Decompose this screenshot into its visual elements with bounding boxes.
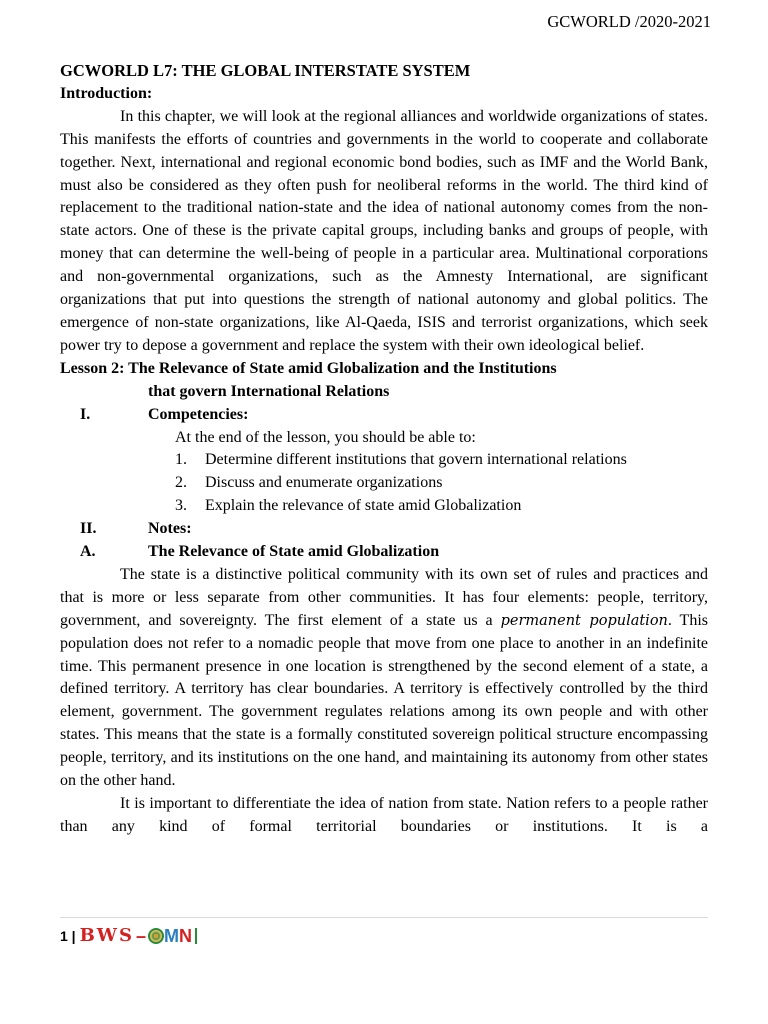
- competencies-numeral: I.: [80, 405, 91, 423]
- footer-divider: [60, 917, 708, 918]
- list-item-text: Determine different institutions that govern international relations: [205, 451, 627, 469]
- page-title: GCWORLD L7: THE GLOBAL INTERSTATE SYSTEM: [60, 61, 471, 80]
- lesson-subtitle: that govern International Relations: [148, 382, 390, 400]
- competencies-list: [60, 449, 708, 518]
- state-paragraph-part2: . This population does not refer to a nomadic people that move from one place to another in an indefinite time. This permanent presence in one location is strengthened by the second element of a state, a defined territory. A territory has clear boundaries. A territory is effectively controlled by the third element, government. The government regulates relations among its own people and with other states. This means that the state is a formally constituted sovereign political structure encompassing people, territory, and its institutions on the one hand, and maintaining its autonomy from other states on the other hand.: [60, 611, 708, 790]
- competencies-heading-row: [60, 404, 708, 427]
- list-item-text: Explain the relevance of state amid Globalization: [205, 497, 522, 515]
- lesson-title: Lesson 2: The Relevance of State amid Globalization and the Institutions: [60, 359, 557, 377]
- brand-n: N: [179, 926, 193, 946]
- brand-dash: –: [136, 926, 147, 946]
- list-item: [60, 472, 708, 495]
- notes-heading-row: [60, 518, 708, 541]
- list-item: [60, 495, 708, 518]
- section-a-label: A.: [80, 543, 96, 561]
- brand-m: M: [164, 926, 180, 946]
- nation-paragraph: It is important to differentiate the idea of nation from state. Nation refers to a people rather than any kind of formal territorial boundaries or institutions. It is a: [60, 795, 708, 835]
- page-footer: [60, 925, 197, 948]
- introduction-paragraph: In this chapter, we will look at the regional alliances and worldwide organizations of states. This manifests the efforts of countries and governments in the world to cooperate and collaborate together. Next, international and regional economic bond bodies, such as IMF and the World Bank, must also be considered as they often push for neoliberal reforms in the world. The third kind of replacement to the traditional nation-state and the idea of national autonomy comes from the non-state actors. One of these is the private capital groups, including banks and groups of people, with money that can determine the well-being of people in a particular area. Multinational corporations and non-governmental organizations, such as the Amnesty International, are significant organizations that put into questions the strength of national autonomy and global politics. The emergence of non-state organizations, like Al-Qaeda, ISIS and terrorist organizations, which seek power try to depose a government and replace the system with their own ideological belief.: [60, 107, 708, 354]
- course-code-header: GCWORLD /2020-2021: [547, 12, 711, 31]
- notes-heading: Notes:: [148, 520, 192, 538]
- list-item-number: 2.: [175, 474, 187, 492]
- list-item-number: 1.: [175, 451, 187, 469]
- introduction-heading: Introduction:: [60, 84, 153, 102]
- list-item: [60, 449, 708, 472]
- section-a-title: The Relevance of State amid Globalization: [148, 543, 440, 561]
- brand-bar-icon: [195, 928, 197, 944]
- competencies-heading: Competencies:: [148, 405, 249, 423]
- permanent-population-term: permanent population: [500, 612, 668, 629]
- notes-numeral: II.: [80, 520, 97, 538]
- page-number: 1 |: [60, 928, 76, 944]
- state-paragraph-part1: The state is a distinctive political community with its own set of rules and practices and that is more or less separate from other communities. It has four elements: people, territory, government, and sovereignty. The first element of a state us a: [60, 565, 708, 629]
- brand-seal-icon: [148, 928, 164, 944]
- list-item-text: Discuss and enumerate organizations: [205, 474, 443, 492]
- section-a-heading-row: [60, 541, 708, 564]
- state-paragraph: [60, 564, 708, 793]
- competencies-intro: At the end of the lesson, you should be able to:: [175, 428, 476, 446]
- brand-bws: BWS: [79, 925, 135, 946]
- document-body: [60, 60, 708, 839]
- list-item-number: 3.: [175, 497, 187, 515]
